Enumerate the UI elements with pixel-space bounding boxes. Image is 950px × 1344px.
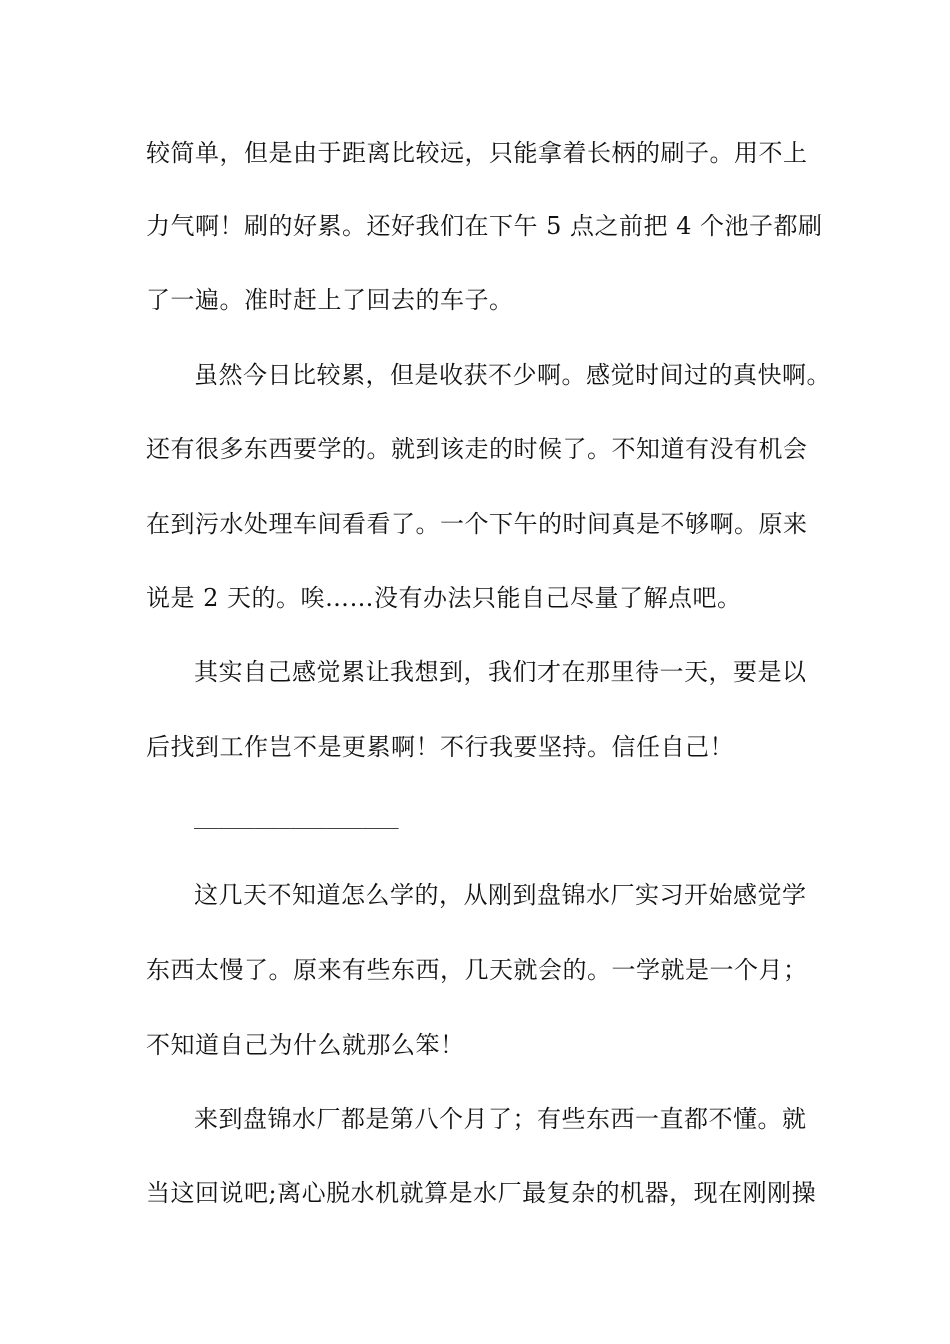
text-line: 东西太慢了。原来有些东西，几天就会的。一学就是一个月；	[146, 956, 808, 984]
text-line: 了一遍。准时赶上了回去的车子。	[146, 286, 514, 314]
text-line: 不知道自己为什么就那么笨！	[146, 1031, 465, 1059]
text-line: 力气啊！刷的好累。还好我们在下午 5 点之前把 4 个池子都刷	[146, 212, 823, 240]
paragraph-first-line: 这几天不知道怎么学的，从刚到盘锦水厂实习开始感觉学	[194, 881, 807, 909]
text-line: 在到污水处理车间看看了。一个下午的时间真是不够啊。原来	[146, 510, 808, 538]
section-divider: _________________	[194, 805, 399, 829]
text-line: 说是 2 天的。唉……没有办法只能自己尽量了解点吧。	[146, 584, 742, 612]
text-line: 当这回说吧;离心脱水机就算是水厂最复杂的机器，现在刚刚操	[146, 1179, 817, 1207]
text-line: 较简单，但是由于距离比较远，只能拿着长柄的刷子。用不上	[146, 139, 808, 167]
paragraph-first-line: 虽然今日比较累，但是收获不少啊。感觉时间过的真快啊。	[194, 361, 831, 389]
text-line: 还有很多东西要学的。就到该走的时候了。不知道有没有机会	[146, 435, 808, 463]
text-line: 后找到工作岂不是更累啊！不行我要坚持。信任自己！	[146, 733, 734, 761]
paragraph-first-line: 来到盘锦水厂都是第八个月了；有些东西一直都不懂。就	[194, 1105, 807, 1133]
paragraph-first-line: 其实自己感觉累让我想到，我们才在那里待一天，要是以	[194, 658, 807, 686]
